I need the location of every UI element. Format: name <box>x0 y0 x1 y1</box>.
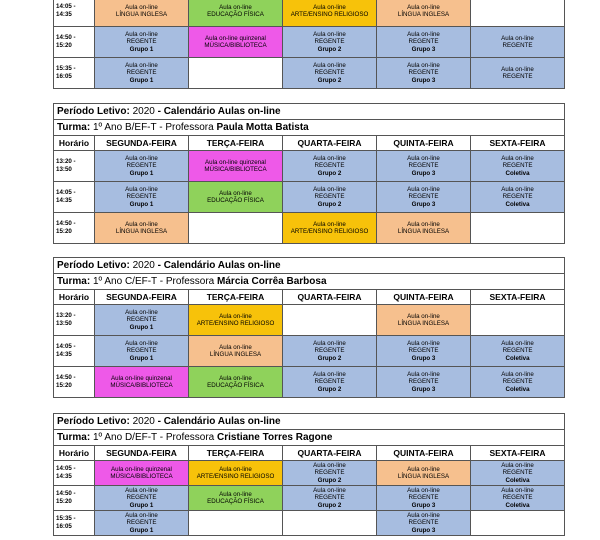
schedule-body <box>54 461 565 536</box>
class-cell-line: Aula on-line <box>407 512 440 520</box>
header-horario: Horário <box>54 290 95 305</box>
class-cell-line: Aula on-line <box>125 220 158 228</box>
schedule-row <box>54 213 565 244</box>
time-label: 14:50 - <box>56 220 76 227</box>
time-label: 15:20 <box>56 228 72 235</box>
class-cell <box>377 182 471 213</box>
header-quarta: QUARTA-FEIRA <box>283 136 377 151</box>
class-cell-line: Aula on-line <box>313 3 346 11</box>
class-cell-line: ARTE/ENSINO RELIGIOSO <box>196 473 275 480</box>
time-slot <box>54 305 95 336</box>
class-cell <box>377 0 471 27</box>
class-cell-line: Aula on-line quinzenal <box>111 465 172 473</box>
time-slot <box>54 58 95 89</box>
schedule-table-partial <box>53 0 565 89</box>
class-cell-line: REGENTE <box>408 519 439 527</box>
class-cell <box>283 486 377 511</box>
class-cell-line: Aula on-line <box>407 186 440 194</box>
time-label: 13:20 - <box>56 312 76 319</box>
class-cell-line: Grupo 3 <box>411 45 436 53</box>
time-label: 14:50 - <box>56 34 76 41</box>
header-terca: TERÇA-FEIRA <box>189 290 283 305</box>
class-cell-line: REGENTE <box>314 347 345 355</box>
class-cell-line: Aula on-line <box>219 490 252 498</box>
class-cell <box>189 367 283 398</box>
schedule-block-1d <box>53 413 565 536</box>
time-slot <box>54 27 95 58</box>
class-cell-line: EDUCAÇÃO FÍSICA <box>207 382 264 389</box>
class-cell-line: REGENTE <box>126 494 157 502</box>
schedule-row <box>54 367 565 398</box>
class-cell <box>95 182 189 213</box>
class-cell-line: Aula on-line <box>313 62 346 70</box>
time-label: 14:05 - <box>56 343 76 350</box>
schedule-row <box>54 182 565 213</box>
class-cell <box>377 486 471 511</box>
time-label: 14:50 - <box>56 374 76 381</box>
time-label: 16:05 <box>56 523 72 530</box>
schedule-row <box>54 511 565 536</box>
class-cell-line: Aula on-line <box>125 155 158 163</box>
header-quarta: QUARTA-FEIRA <box>283 446 377 461</box>
class-cell <box>471 511 565 536</box>
class-cell-line: Grupo 3 <box>411 501 436 509</box>
class-cell-line: Coletiva <box>505 385 530 393</box>
class-cell-line: Aula on-line quinzenal <box>111 374 172 382</box>
class-cell-line: REGENTE <box>314 193 345 201</box>
class-cell-line: REGENTE <box>408 69 439 77</box>
class-cell-line: Grupo 2 <box>317 501 342 509</box>
class-cell <box>283 182 377 213</box>
class-cell-line: REGENTE <box>502 42 533 49</box>
class-cell-line: REGENTE <box>408 193 439 201</box>
class-cell-line: REGENTE <box>502 469 533 477</box>
class-cell-line: MÚSICA/BIBLIOTECA <box>204 42 267 49</box>
class-cell-line: LÍNGUA INGLESA <box>397 473 450 480</box>
class-cell-line: REGENTE <box>408 162 439 170</box>
class-cell-line: REGENTE <box>502 162 533 170</box>
header-sexta: SEXTA-FEIRA <box>471 290 565 305</box>
class-cell-line: Aula on-line <box>407 487 440 495</box>
class-cell <box>471 182 565 213</box>
class-cell-line: MÚSICA/BIBLIOTECA <box>204 166 267 173</box>
schedule-body <box>54 0 565 89</box>
schedule-row <box>54 58 565 89</box>
class-cell-line: Aula on-line <box>219 189 252 197</box>
class-cell-line: Aula on-line <box>313 487 346 495</box>
class-cell-line: Aula on-line <box>219 465 252 473</box>
header-segunda: SEGUNDA-FEIRA <box>95 136 189 151</box>
class-cell-line: ARTE/ENSINO RELIGIOSO <box>196 320 275 327</box>
class-cell-line: Grupo 1 <box>129 169 154 177</box>
time-label: 13:50 <box>56 166 72 173</box>
class-cell-line: Aula on-line <box>125 31 158 39</box>
header-quinta: QUINTA-FEIRA <box>377 136 471 151</box>
class-cell-line: Grupo 1 <box>129 323 154 331</box>
class-cell <box>95 461 189 486</box>
class-cell-line: Aula on-line <box>407 3 440 11</box>
class-cell <box>283 367 377 398</box>
class-cell <box>95 213 189 244</box>
time-slot <box>54 151 95 182</box>
class-cell <box>471 58 565 89</box>
class-cell-line: Grupo 2 <box>317 200 342 208</box>
class-cell-line: REGENTE <box>502 378 533 386</box>
class-cell-line: Aula on-line <box>407 340 440 348</box>
class-cell-line: REGENTE <box>314 469 345 477</box>
header-sexta: SEXTA-FEIRA <box>471 136 565 151</box>
class-cell <box>95 486 189 511</box>
class-cell-line: REGENTE <box>502 193 533 201</box>
class-cell-line: Aula on-line <box>313 340 346 348</box>
class-cell <box>189 27 283 58</box>
class-cell-line: ARTE/ENSINO RELIGIOSO <box>290 228 369 235</box>
periodo-title: Período Letivo: 2020 - Calendário Aulas on-line <box>54 104 565 120</box>
class-cell-line: Aula on-line <box>219 3 252 11</box>
class-cell-line: EDUCAÇÃO FÍSICA <box>207 11 264 18</box>
class-cell <box>471 336 565 367</box>
time-slot <box>54 367 95 398</box>
class-cell-line: Grupo 2 <box>317 45 342 53</box>
class-cell-line: REGENTE <box>126 69 157 77</box>
class-cell <box>471 461 565 486</box>
class-cell <box>189 511 283 536</box>
class-cell <box>95 367 189 398</box>
class-cell-line: REGENTE <box>314 69 345 77</box>
class-cell <box>471 213 565 244</box>
class-cell <box>189 182 283 213</box>
class-cell-line: ARTE/ENSINO RELIGIOSO <box>290 11 369 18</box>
class-cell-line: Aula on-line <box>313 186 346 194</box>
class-cell-line: Coletiva <box>505 354 530 362</box>
class-cell-line: REGENTE <box>126 519 157 527</box>
class-cell-line: EDUCAÇÃO FÍSICA <box>207 197 264 204</box>
class-cell <box>283 461 377 486</box>
header-sexta: SEXTA-FEIRA <box>471 446 565 461</box>
class-cell-line: Grupo 1 <box>129 526 154 534</box>
class-cell-line: Aula on-line <box>407 220 440 228</box>
header-quarta: QUARTA-FEIRA <box>283 290 377 305</box>
class-cell-line: Coletiva <box>505 169 530 177</box>
class-cell-line: Aula on-line <box>125 340 158 348</box>
class-cell <box>189 58 283 89</box>
class-cell-line: Grupo 1 <box>129 76 154 84</box>
header-quinta: QUINTA-FEIRA <box>377 446 471 461</box>
header-row <box>54 446 565 461</box>
header-row <box>54 290 565 305</box>
class-cell-line: Aula on-line <box>125 186 158 194</box>
class-cell-line: Grupo 3 <box>411 526 436 534</box>
turma-title: Turma: 1º Ano B/EF-T - Professora Paula Motta Batista <box>54 120 565 136</box>
class-cell-line: Aula on-line <box>219 312 252 320</box>
class-cell-line: Coletiva <box>505 501 530 509</box>
class-cell-line: Aula on-line <box>501 487 534 495</box>
header-segunda: SEGUNDA-FEIRA <box>95 290 189 305</box>
class-cell-line: Grupo 1 <box>129 45 154 53</box>
time-label: 15:20 <box>56 382 72 389</box>
class-cell <box>283 213 377 244</box>
time-slot <box>54 486 95 511</box>
class-cell-line: Aula on-line <box>501 186 534 194</box>
header-segunda: SEGUNDA-FEIRA <box>95 446 189 461</box>
class-cell-line: REGENTE <box>126 316 157 324</box>
class-cell-line: Grupo 3 <box>411 200 436 208</box>
class-cell <box>189 461 283 486</box>
schedule-row <box>54 336 565 367</box>
class-cell <box>471 0 565 27</box>
class-cell <box>471 367 565 398</box>
class-cell <box>189 336 283 367</box>
class-cell-line: Grupo 1 <box>129 354 154 362</box>
class-cell-line: Grupo 3 <box>411 354 436 362</box>
class-cell <box>377 213 471 244</box>
class-cell <box>377 27 471 58</box>
class-cell-line: Aula on-line <box>313 155 346 163</box>
class-cell-line: Aula on-line <box>219 343 252 351</box>
class-cell-line: Aula on-line <box>407 62 440 70</box>
class-cell <box>283 0 377 27</box>
class-cell-line: REGENTE <box>408 378 439 386</box>
class-cell <box>283 336 377 367</box>
class-cell <box>95 27 189 58</box>
schedule-row <box>54 0 565 27</box>
class-cell <box>283 511 377 536</box>
turma-title: Turma: 1º Ano D/EF-T - Professora Cristiane Torres Ragone <box>54 430 565 446</box>
time-label: 15:35 - <box>56 65 76 72</box>
class-cell-line: Grupo 3 <box>411 76 436 84</box>
time-label: 14:35 <box>56 197 72 204</box>
class-cell-line: REGENTE <box>126 38 157 46</box>
class-cell-line: REGENTE <box>408 38 439 46</box>
class-cell-line: Grupo 1 <box>129 200 154 208</box>
time-label: 15:20 <box>56 42 72 49</box>
class-cell <box>283 151 377 182</box>
time-slot <box>54 461 95 486</box>
class-cell <box>471 151 565 182</box>
class-cell <box>283 27 377 58</box>
class-cell-line: Aula on-line <box>407 31 440 39</box>
class-cell-line: LÍNGUA INGLESA <box>397 11 450 18</box>
periodo-title: Período Letivo: 2020 - Calendário Aulas on-line <box>54 414 565 430</box>
class-cell-line: Aula on-line <box>407 155 440 163</box>
class-cell-line: REGENTE <box>314 378 345 386</box>
class-cell <box>189 486 283 511</box>
class-cell-line: LÍNGUA INGLESA <box>209 351 262 358</box>
schedule-row <box>54 27 565 58</box>
class-cell-line: Aula on-line <box>407 371 440 379</box>
schedule-table-1d <box>53 413 565 536</box>
class-cell <box>95 151 189 182</box>
schedule-row <box>54 305 565 336</box>
turma-title: Turma: 1º Ano C/EF-T - Professora Márcia Corrêa Barbosa <box>54 274 565 290</box>
class-cell-line: Aula on-line quinzenal <box>205 158 266 166</box>
class-cell <box>189 151 283 182</box>
time-label: 15:20 <box>56 498 72 505</box>
class-cell-line: REGENTE <box>502 347 533 355</box>
class-cell-line: REGENTE <box>126 347 157 355</box>
class-cell <box>377 461 471 486</box>
class-cell <box>189 213 283 244</box>
class-cell-line: MÚSICA/BIBLIOTECA <box>110 473 173 480</box>
schedule-body <box>54 305 565 398</box>
class-cell-line: Grupo 2 <box>317 385 342 393</box>
time-label: 13:50 <box>56 320 72 327</box>
time-label: 14:35 <box>56 11 72 18</box>
class-cell-line: REGENTE <box>314 162 345 170</box>
header-horario: Horário <box>54 136 95 151</box>
class-cell-line: Aula on-line <box>125 62 158 70</box>
class-cell-line: Aula on-line <box>501 65 534 73</box>
schedule-row <box>54 461 565 486</box>
class-cell-line: Grupo 3 <box>411 169 436 177</box>
class-cell-line: Aula on-line <box>313 462 346 470</box>
class-cell-line: LÍNGUA INGLESA <box>115 11 168 18</box>
class-cell-line: REGENTE <box>126 162 157 170</box>
header-quinta: QUINTA-FEIRA <box>377 290 471 305</box>
time-slot <box>54 182 95 213</box>
class-cell <box>189 305 283 336</box>
class-cell-line: REGENTE <box>314 38 345 46</box>
schedule-table-1b <box>53 103 565 244</box>
class-cell-line: EDUCAÇÃO FÍSICA <box>207 498 264 505</box>
class-cell-line: Aula on-line <box>407 312 440 320</box>
time-slot <box>54 213 95 244</box>
class-cell-line: LÍNGUA INGLESA <box>397 320 450 327</box>
class-cell <box>283 58 377 89</box>
schedule-table-1c <box>53 257 565 398</box>
class-cell-line: Aula on-line <box>125 512 158 520</box>
class-cell-line: REGENTE <box>126 193 157 201</box>
time-label: 14:50 - <box>56 490 76 497</box>
class-cell <box>471 27 565 58</box>
class-cell-line: LÍNGUA INGLESA <box>115 228 168 235</box>
class-cell-line: Grupo 2 <box>317 76 342 84</box>
schedule-block-1c <box>53 257 565 398</box>
time-label: 13:20 - <box>56 158 76 165</box>
class-cell-line: Aula on-line <box>407 465 440 473</box>
time-label: 14:05 - <box>56 189 76 196</box>
time-label: 16:05 <box>56 73 72 80</box>
class-cell-line: LÍNGUA INGLESA <box>397 228 450 235</box>
class-cell-line: REGENTE <box>408 347 439 355</box>
class-cell <box>471 486 565 511</box>
class-cell <box>95 336 189 367</box>
class-cell-line: Aula on-line <box>313 31 346 39</box>
time-slot <box>54 0 95 27</box>
header-row <box>54 136 565 151</box>
class-cell <box>95 305 189 336</box>
header-terca: TERÇA-FEIRA <box>189 446 283 461</box>
class-cell-line: Aula on-line <box>501 34 534 42</box>
class-cell-line: Aula on-line <box>313 371 346 379</box>
schedule-partial-top <box>53 0 565 89</box>
time-slot <box>54 336 95 367</box>
schedule-block-1b <box>53 103 565 244</box>
class-cell <box>283 305 377 336</box>
class-cell-line: Aula on-line <box>125 3 158 11</box>
class-cell-line: Aula on-line <box>501 155 534 163</box>
class-cell <box>377 336 471 367</box>
class-cell-line: REGENTE <box>314 494 345 502</box>
header-horario: Horário <box>54 446 95 461</box>
class-cell <box>95 58 189 89</box>
class-cell <box>377 151 471 182</box>
class-cell <box>189 0 283 27</box>
class-cell-line: REGENTE <box>408 494 439 502</box>
class-cell-line: Grupo 2 <box>317 476 342 484</box>
time-slot <box>54 511 95 536</box>
class-cell <box>377 58 471 89</box>
class-cell <box>377 367 471 398</box>
time-label: 14:05 - <box>56 465 76 472</box>
schedule-row <box>54 486 565 511</box>
class-cell-line: Coletiva <box>505 200 530 208</box>
class-cell-line: Aula on-line <box>125 487 158 495</box>
class-cell <box>95 511 189 536</box>
class-cell-line: REGENTE <box>502 494 533 502</box>
class-cell <box>377 305 471 336</box>
class-cell-line: MÚSICA/BIBLIOTECA <box>110 382 173 389</box>
class-cell-line: Aula on-line <box>313 220 346 228</box>
time-label: 15:35 - <box>56 515 76 522</box>
class-cell-line: REGENTE <box>502 73 533 80</box>
class-cell-line: Aula on-line <box>501 340 534 348</box>
class-cell-line: Grupo 2 <box>317 169 342 177</box>
class-cell-line: Aula on-line <box>501 462 534 470</box>
class-cell-line: Aula on-line quinzenal <box>205 34 266 42</box>
class-cell-line: Coletiva <box>505 476 530 484</box>
class-cell-line: Grupo 3 <box>411 385 436 393</box>
class-cell-line: Aula on-line <box>501 371 534 379</box>
time-label: 14:35 <box>56 473 72 480</box>
class-cell <box>95 0 189 27</box>
class-cell <box>377 511 471 536</box>
schedule-row <box>54 151 565 182</box>
class-cell-line: Aula on-line <box>125 309 158 317</box>
class-cell-line: Grupo 2 <box>317 354 342 362</box>
header-terca: TERÇA-FEIRA <box>189 136 283 151</box>
periodo-title: Período Letivo: 2020 - Calendário Aulas on-line <box>54 258 565 274</box>
time-label: 14:35 <box>56 351 72 358</box>
class-cell <box>471 305 565 336</box>
class-cell-line: Aula on-line <box>219 374 252 382</box>
time-label: 14:05 - <box>56 3 76 10</box>
class-cell-line: Grupo 1 <box>129 501 154 509</box>
schedule-body <box>54 151 565 244</box>
